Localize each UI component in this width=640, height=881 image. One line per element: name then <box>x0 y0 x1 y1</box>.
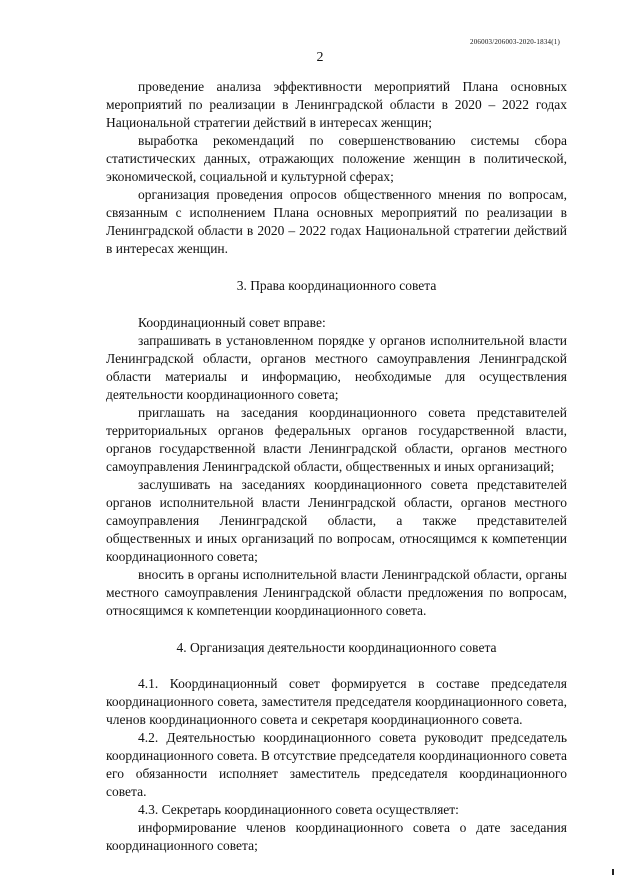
paragraph: организация проведения опросов общественного мнения по вопросам, связанным с исполнением Плана основных мероприятий по реализации в Ленинградской области в 2020 – 2022 годах Национальной стратегии действий в интересах женщин. <box>106 187 567 256</box>
paragraph: проведение анализа эффективности мероприятий Плана основных мероприятий по реализации в Ленинградской области в 2020 – 2022 годах Национальной стратегии действий в интересах женщин; <box>106 79 567 130</box>
paragraph: запрашивать в установленном порядке у органов исполнительной власти Ленинградской области, органов местного самоуправления Ленинградской области материалы и информацию, необходимые для осуществления деятельности координационного совета; <box>106 333 567 402</box>
paragraph: информирование членов координационного совета о дате заседания координационного совета; <box>106 820 567 853</box>
section-heading-4: 4. Организация деятельности координационного совета <box>176 640 497 655</box>
corner-mark <box>612 869 622 875</box>
paragraph: заслушивать на заседаниях координационного совета представителей органов исполнительной власти Ленинградской области, органов местного самоуправления Ленинградской области, а также представителей общественных и иных организаций по вопросам, относящимся к компетенции координационного совета; <box>106 477 567 564</box>
paragraph: приглашать на заседания координационного совета представителей территориальных органов федеральных органов государственной власти, органов государственной власти Ленинградской области, органов местного самоуправления Ленинградской области, общественных и иных организаций; <box>106 405 567 474</box>
paragraph: 4.2. Деятельностью координационного совета руководит председатель координационного совета. В отсутствие председателя координационного совета его обязанности исполняет заместитель председателя координационного совета. <box>106 730 567 799</box>
paragraph: выработка рекомендаций по совершенствованию системы сбора статистических данных, отражающих положение женщин в политической, экономической, социальной и культурной сферах; <box>106 133 567 184</box>
paragraph: 4.1. Координационный совет формируется в составе председателя координационного совета, заместителя председателя координационного совета, членов координационного совета и секретаря координационного совета. <box>106 676 567 727</box>
paragraph: 4.3. Секретарь координационного совета осуществляет: <box>138 802 459 817</box>
paragraph: Координационный совет вправе: <box>138 315 326 330</box>
paragraph: вносить в органы исполнительной власти Ленинградской области, органы местного самоуправления Ленинградской области предложения по вопросам, относящимся к компетенции координационного совета. <box>106 567 567 618</box>
document-number: 206003/206003-2020-1834(1) <box>470 38 560 46</box>
page-number: 2 <box>316 50 324 65</box>
document-body <box>106 78 567 855</box>
section-heading-3: 3. Права координационного совета <box>236 278 437 293</box>
